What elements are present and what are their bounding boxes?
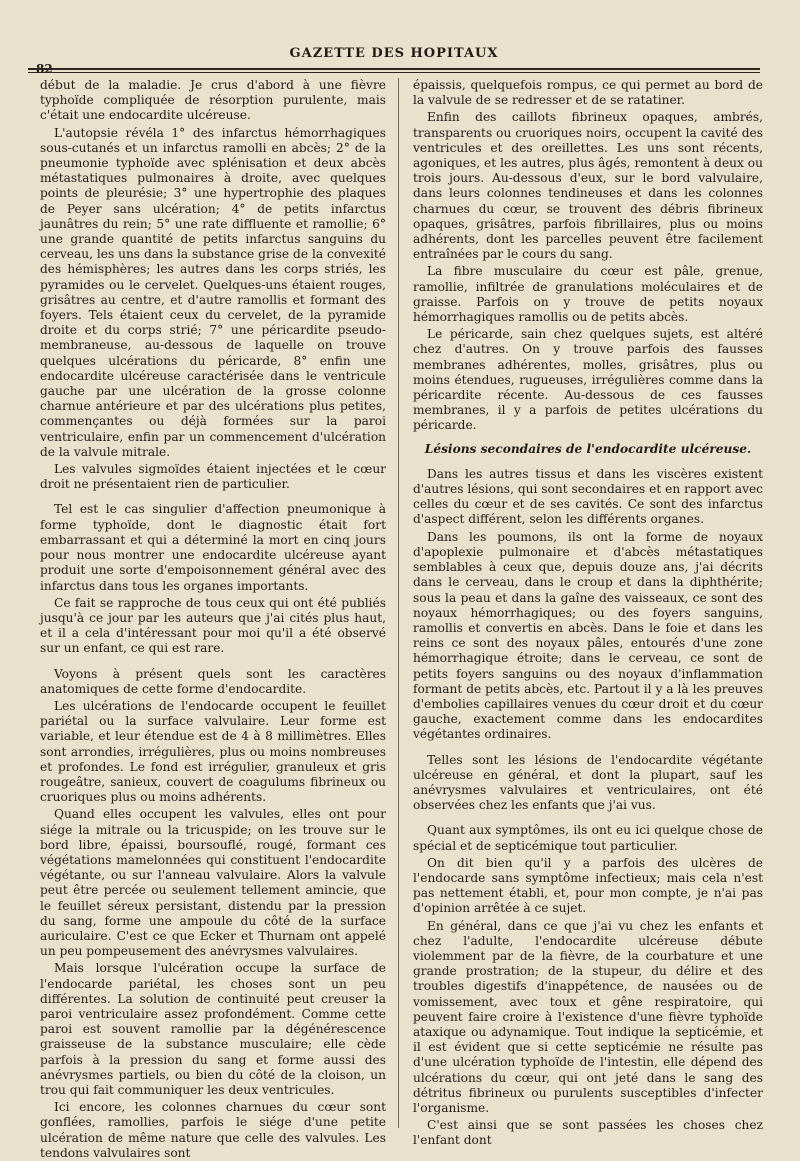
- paragraph: Enfin des caillots fibrineux opaques, ambrés, transparents ou cruoriques noirs, occupent la cavité des ventricules et des oreillettes. Les uns sont récents, agoniques, et les autres, plus âgés, remontent à deux ou trois jours. Au-dessous d'eux, sur le bord valvulaire, dans leurs colonnes tendineuses et dans les colonnes charnues du cœur, se trouvent des débris fibrineux opaques, grisâtres, parfois fibrillaires, plus ou moins adhérents, dont les parcelles peuvent être facilement entraînées par le cours du sang.: [413, 110, 763, 262]
- paragraph: En général, dans ce que j'ai vu chez les enfants et chez l'adulte, l'endocardite ulcéreuse débute violemment par de la fièvre, de la courbature et une grande prostration; de la stupeur, du délire et des troubles digestifs d'inappétence, de nausées ou de vomissement, avec toux et gêne respiratoire, qui peuvent faire croire à l'existence d'une fièvre typhoïde ataxique ou adynamique. Tout indique la septicémie, et il est évident que si cette septicémie ne résulte pas d'une ulcération typhoïde de l'intestin, elle dépend des ulcérations du cœur, qui ont jeté dans le sang des détritus fibrineux ou purulents susceptibles d'infecter l'organisme.: [413, 918, 763, 1115]
- paragraph: Les ulcérations de l'endocarde occupent le feuillet pariétal ou la surface valvulaire. Leur forme est variable, et leur étendue est de 4 à 8 millimètres. Elles sont arrondies, irrégulières, plus ou moins nombreuses et profondes. Le fond est irrégulier, granuleux et gris rougeâtre, sanieux, couvert de coagulums fibrineux ou cruoriques plus ou moins adhérents.: [40, 698, 386, 805]
- paragraph: C'est ainsi que se sont passées les choses chez l'enfant dont: [413, 1118, 763, 1148]
- paragraph: On dit bien qu'il y a parfois des ulcères de l'endocarde sans symptôme infectieux; mais cela n'est pas nettement établi, et, pour mon compte, je n'ai pas d'opinion arrêtée à ce sujet.: [413, 855, 763, 916]
- right-column: [413, 78, 763, 1148]
- paragraph: Le péricarde, sain chez quelques sujets, est altéré chez d'autres. On y trouve parfois des fausses membranes adhérentes, molles, grisâtres, plus ou moins étendues, rugueuses, irrégulières comme dans la péricardite récente. Au-dessous de ces fausses membranes, il y a parfois de petites ulcérations du péricarde.: [413, 327, 763, 433]
- page-number: 82: [36, 62, 53, 76]
- paragraph: Quand elles occupent les valvules, elles ont pour siége la mitrale ou la tricuspide; on les trouve sur le bord libre, épaissi, boursouflé, rougé, formant ces végétations mamelonnées qui constituent l'endocardite végétante, ou sur l'anneau valvulaire. Alors la valvule peut être percée ou seulement tellement amincie, que le feuillet séreux persistant, distendu par la pression du sang, forme une ampoule du côté de la surface auriculaire. C'est ce que Ecker et Thurnam ont appelé un peu pompeusement des anévrysmes valvulaires.: [40, 807, 386, 959]
- section-heading: Lésions secondaires de l'endocardite ulcéreuse.: [424, 441, 752, 456]
- paragraph: Tel est le cas singulier d'affection pneumonique à forme typhoïde, dont le diagnostic était fort embarrassant et qui a déterminé la mort en cinq jours pour nous montrer une endocardite ulcéreuse ayant produit une sorte d'empoisonnement général avec des infarctus dans tous les organes importants.: [40, 502, 386, 593]
- paragraph: Dans les poumons, ils ont la forme de noyaux d'apoplexie pulmonaire et d'abcès métastatiques semblables à ceux que, depuis douze ans, j'ai décrits dans le cerveau, dans le croup et dans la diphthérite; sous la peau et dans la gaîne des vaisseaux, ce sont des noyaux hémorrhagiques; ou des foyers sanguins, ramollis et convertis en abcès. Dans le foie et dans les reins ce sont des noyaux pâles, entourés d'une zone hémorrhagique étroite; dans le cerveau, ce sont de petits foyers sanguins ou des noyaux d'inflammation formant de petits abcès, etc. Partout il y a là les preuves d'embolies capillaires venues du cœur droit et du cœur gauche, exactement comme dans les endocardites végétantes ordinaires.: [413, 529, 763, 742]
- header-rule: [28, 68, 760, 73]
- paragraph: Telles sont les lésions de l'endocardite végétante ulcéreuse en général, et dont la plupart, sauf les anévrysmes valvulaires et ventriculaires, ont été observées chez les enfants que j'ai vus.: [413, 752, 763, 813]
- paragraph: Quant aux symptômes, ils ont eu ici quelque chose de spécial et de septicémique tout particulier.: [413, 823, 763, 853]
- column-divider: [398, 78, 399, 1128]
- left-column: [40, 78, 386, 1160]
- paragraph: début de la maladie. Je crus d'abord à une fièvre typhoïde compliquée de résorption purulente, mais c'était une endocardite ulcéreuse.: [40, 78, 386, 123]
- paragraph: Voyons à présent quels sont les caractères anatomiques de cette forme d'endocardite.: [40, 666, 386, 696]
- paragraph: L'autopsie révéla 1° des infarctus hémorrhagiques sous-cutanés et un infarctus ramolli en abcès; 2° de la pneumonie typhoïde avec splénisation et deux abcès métastatiques pulmonaires à droite, avec quelques points de pleurésie; 3° une hypertrophie des plaques de Peyer sans ulcération; 4° de petits infarctus jaunâtres du rein; 5° une rate diffluente et ramollie; 6° une grande quantité de petits infarctus sanguins du cerveau, les uns dans la substance grise de la convexité des hémisphères; les autres dans les corps striés, les pyramides ou le cervelet. Quelques-uns étaient rouges, grisâtres au centre, et d'autre ramollis et formant des foyers. Tels étaient ceux du cervelet, de la pyramide droite et du corps strié; 7° une péricardite pseudo-membraneuse, au-dessous de laquelle on trouve quelques ulcérations du péricarde, 8° enfin une endocardite ulcéreuse caractérisée dans le ventricule gauche par une ulcération de la grosse colonne charnue antérieure et par des ulcérations plus petites, commençantes ou déjà formées sur la paroi ventriculaire, enfin par un commencement d'ulcération de la valvule mitrale.: [40, 125, 386, 459]
- journal-title: GAZETTE DES HOPITAUX: [289, 46, 499, 61]
- paragraph: épaissis, quelquefois rompus, ce qui permet au bord de la valvule de se redresser et de se ratatiner.: [413, 78, 763, 108]
- paragraph: Les valvules sigmoïdes étaient injectées et le cœur droit ne présentaient rien de particulier.: [40, 462, 386, 492]
- paragraph: Ce fait se rapproche de tous ceux qui ont été publiés jusqu'à ce jour par les auteurs que j'ai cités plus haut, et il a cela d'intéressant pour moi qu'il a été observé sur un enfant, ce qui est rare.: [40, 595, 386, 656]
- paragraph: Ici encore, les colonnes charnues du cœur sont gonflées, ramollies, parfois le siége d'une petite ulcération de même nature que celle des valvules. Les tendons valvulaires sont: [40, 1100, 386, 1160]
- paragraph: Dans les autres tissus et dans les viscères existent d'autres lésions, qui sont secondaires et en rapport avec celles du cœur et de ses cavités. Ce sont des infarctus d'aspect différent, selon les différents organes.: [413, 466, 763, 527]
- paragraph: Mais lorsque l'ulcération occupe la surface de l'endocarde pariétal, les choses sont un peu différentes. La solution de continuité peut creuser la paroi ventriculaire assez profondément. Comme cette paroi est souvent ramollie par la dégénérescence graisseuse de la substance musculaire; elle cède parfois à la pression du sang et forme aussi des anévrysmes partiels, ou bien du côté de la cloison, un trou qui fait communiquer les deux ventricules.: [40, 961, 386, 1097]
- paragraph: La fibre musculaire du cœur est pâle, grenue, ramollie, infiltrée de granulations moléculaires et de graisse. Parfois on y trouve de petits noyaux hémorrhagiques ramollis ou de petits abcès.: [413, 264, 763, 325]
- page-header: [28, 44, 760, 76]
